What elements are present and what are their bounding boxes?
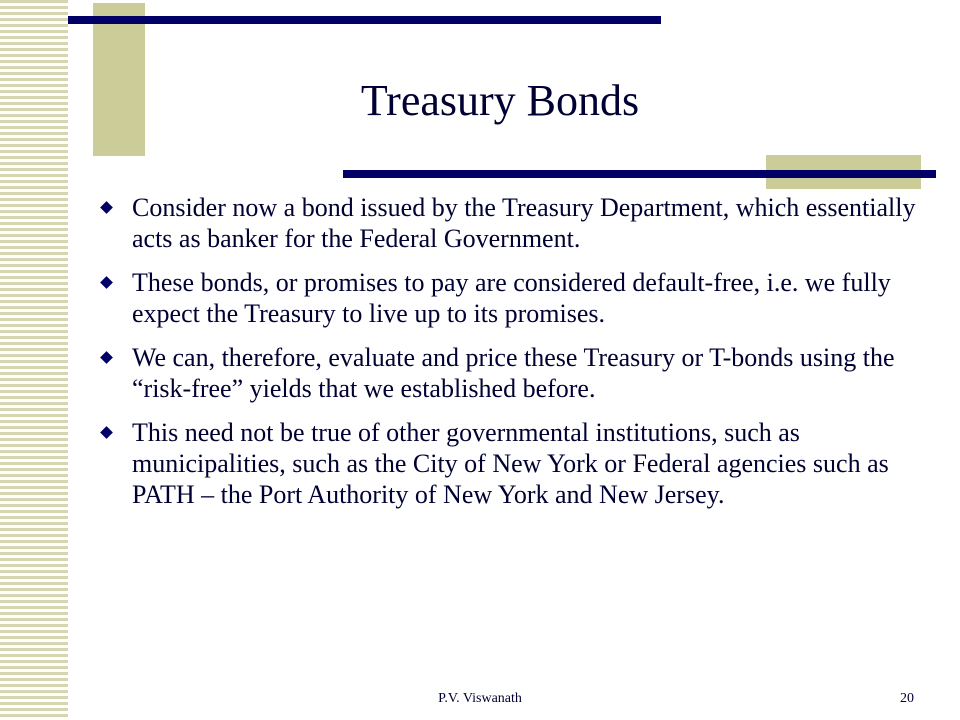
bullet-item [100,267,930,329]
bullet-text: This need not be true of other governmental institutions, such as municipalities, such as the City of New York or Federal agencies such as PATH – the Port Authority of New York and New Jersey. [132,418,889,509]
left-stripe-decoration [0,0,68,720]
bullet-text: We can, therefore, evaluate and price these Treasury or T-bonds using the “risk-free” yields that we established before. [132,343,895,403]
bullet-list [100,192,930,523]
title-underline-rule [343,170,936,178]
bullet-text: Consider now a bond issued by the Treasury Department, which essentially acts as banker for the Federal Government. [132,193,916,253]
bullet-text: These bonds, or promises to pay are considered default-free, i.e. we fully expect the Treasury to live up to its promises. [132,268,891,328]
diamond-bullet-icon [100,426,113,439]
top-navy-rule [68,16,661,24]
bullet-item [100,342,930,404]
top-tan-block-decoration [93,3,145,156]
page-number: 20 [900,691,914,706]
bullet-item [100,192,930,254]
diamond-bullet-icon [100,276,113,289]
diamond-bullet-icon [100,351,113,364]
slide-title: Treasury Bonds [360,76,640,125]
footer-author: P.V. Viswanath [438,691,522,706]
diamond-bullet-icon [100,201,113,214]
bullet-item [100,417,930,510]
